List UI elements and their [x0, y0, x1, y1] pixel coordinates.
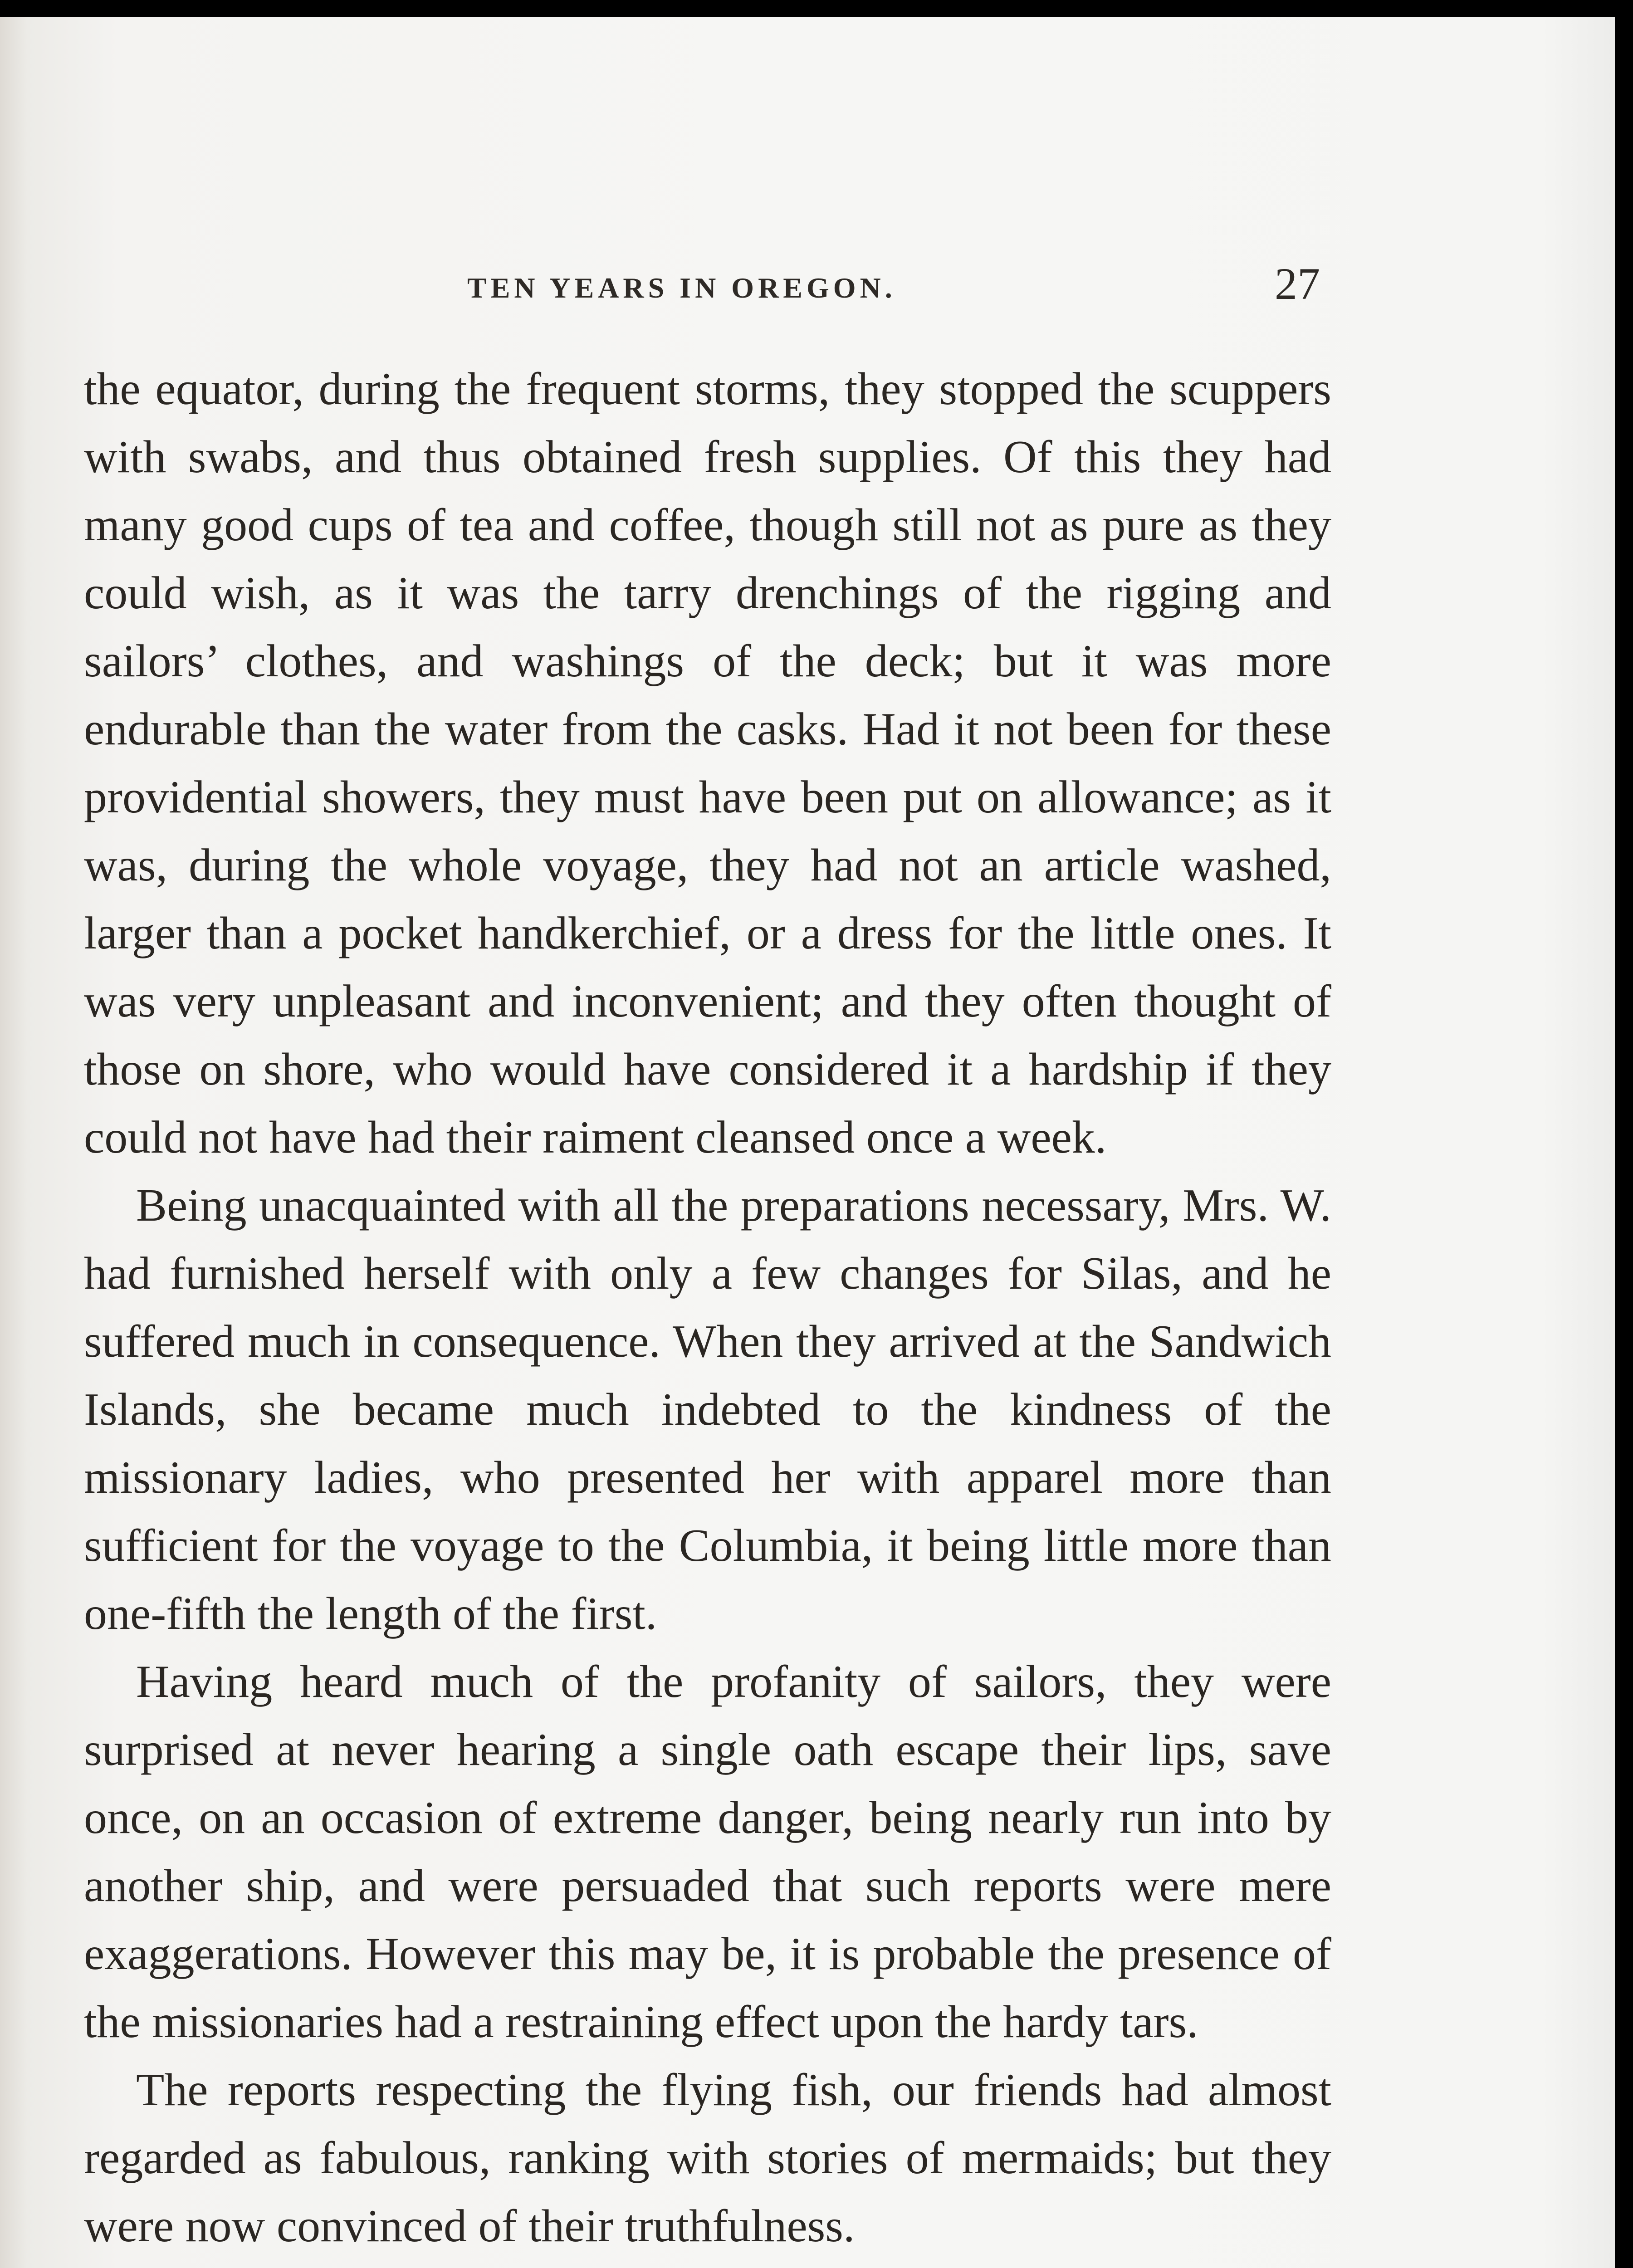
- page-number: 27: [1275, 259, 1320, 309]
- paragraph: Being unacquainted with all the preparations necessary, Mrs. W. had furnished herself with only a few changes for Silas, and he suffered much in consequence. When they arrived at the Sandwich Islands, she became much indebted to the kindness of the missionary ladies, who presented her with apparel more than sufficient for the voyage to the Columbia, it being little more than one-fifth the length of the first.: [84, 1180, 1331, 1639]
- paragraph: Having heard much of the profanity of sailors, they were surprised at never hearing a single oath escape their lips, save once, on an occasion of extreme danger, being nearly run into by another ship, and were persuaded that such reports were mere exaggerations. However this may be, it is probable the presence of the missionaries had a restraining effect upon the hardy tars.: [84, 1656, 1331, 2048]
- paragraph: the equator, during the frequent storms, they stopped the scuppers with swabs, and thus obtained fresh supplies. Of this they had many good cups of tea and coffee, though still not as pure as they could wish, as it was the tarry drenchings of the rigging and sailors’ clothes, and washings of the deck; but it was more endurable than the water from the casks. Had it not been for these providential showers, they must have been put on allowance; as it was, during the whole voyage, they had not an article washed, larger than a pocket handkerchief, or a dress for the little ones. It was very unpleasant and inconvenient; and they often thought of those on shore, who would have considered it a hardship if they could not have had their raiment cleansed once a week.: [84, 363, 1331, 1163]
- paragraph: The reports respecting the flying fish, our friends had almost regarded as fabulous, ranking with stories of mermaids; but they were now convinced of their truthfulness.: [84, 2064, 1331, 2252]
- running-title: TEN YEARS IN OREGON.: [467, 272, 896, 304]
- book-page: [0, 17, 1615, 2268]
- page-body: [84, 355, 1331, 2260]
